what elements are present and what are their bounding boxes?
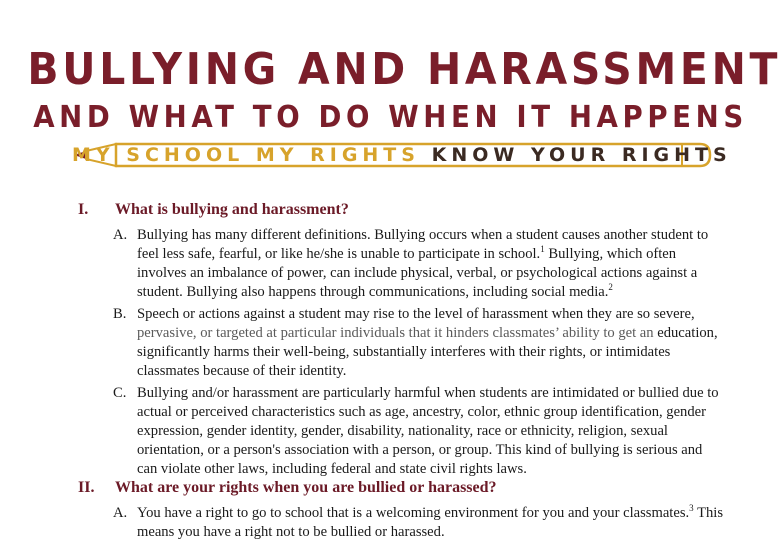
list-item-1c [113,384,723,479]
pencil-text-dark: KNOW YOUR RIGHTS [431,144,732,166]
section-numeral: I. [78,201,89,218]
item-body: Bullying and/or harassment are particularly harmful when students are intimidated or bullied due to actual or perceived characteristics such as age, ancestry, color, ethnic group identification, gender expression, gender identity, gender, disability, nationality, race or ethnicity, religion, sexual orientation, or a person's association with a person, or group. This kind of bullying is serious and can violate other laws, including federal and state civil rights laws. [137,385,719,477]
pencil-banner [72,140,732,170]
item-letter: C. [113,385,127,401]
item-letter: A. [113,227,128,243]
section-title: What is bullying and harassment? [115,201,349,218]
section-title: What are your rights when you are bullied or harassed? [115,479,497,496]
item-body: Bullying has many different definitions. Bullying occurs when a student causes another student to feel less safe, fearful, or like he/she is unable to participate in school.$^1$ Bullying, which often involves an imbalance of power, can include physical, verbal, or psychological actions against a student. Bullying also happens through communications, including social media.$^2$ [137,227,709,300]
pencil-text-gold: MY SCHOOL MY RIGHTS [72,144,420,166]
item-body: You have a right to go to school that is a welcoming environment for you and your classmates.$^3$ This means you have a right not to be bullied or harassed. [137,503,724,540]
list-item-2a [113,504,723,542]
item-letter: A. [113,505,128,521]
list-item-1b [113,305,723,381]
section-numeral: II. [78,479,95,496]
title-line-2: AND WHAT TO DO WHEN IT HAPPENS [33,100,748,135]
title-line-1: BULLYING AND HARASSMENT [27,44,781,95]
list-item-1a [113,226,723,302]
item-body: Speech or actions against a student may rise to the level of harassment when they are so severe, pervasive, or targeted at particular individuals that it hinders classmates’ ability to get an education, significantly harms their well-being, substantially interferes with their rights, or intimidates classmates because of their identity. [137,306,718,379]
item-letter: B. [113,306,127,322]
pencil-text [72,140,732,170]
